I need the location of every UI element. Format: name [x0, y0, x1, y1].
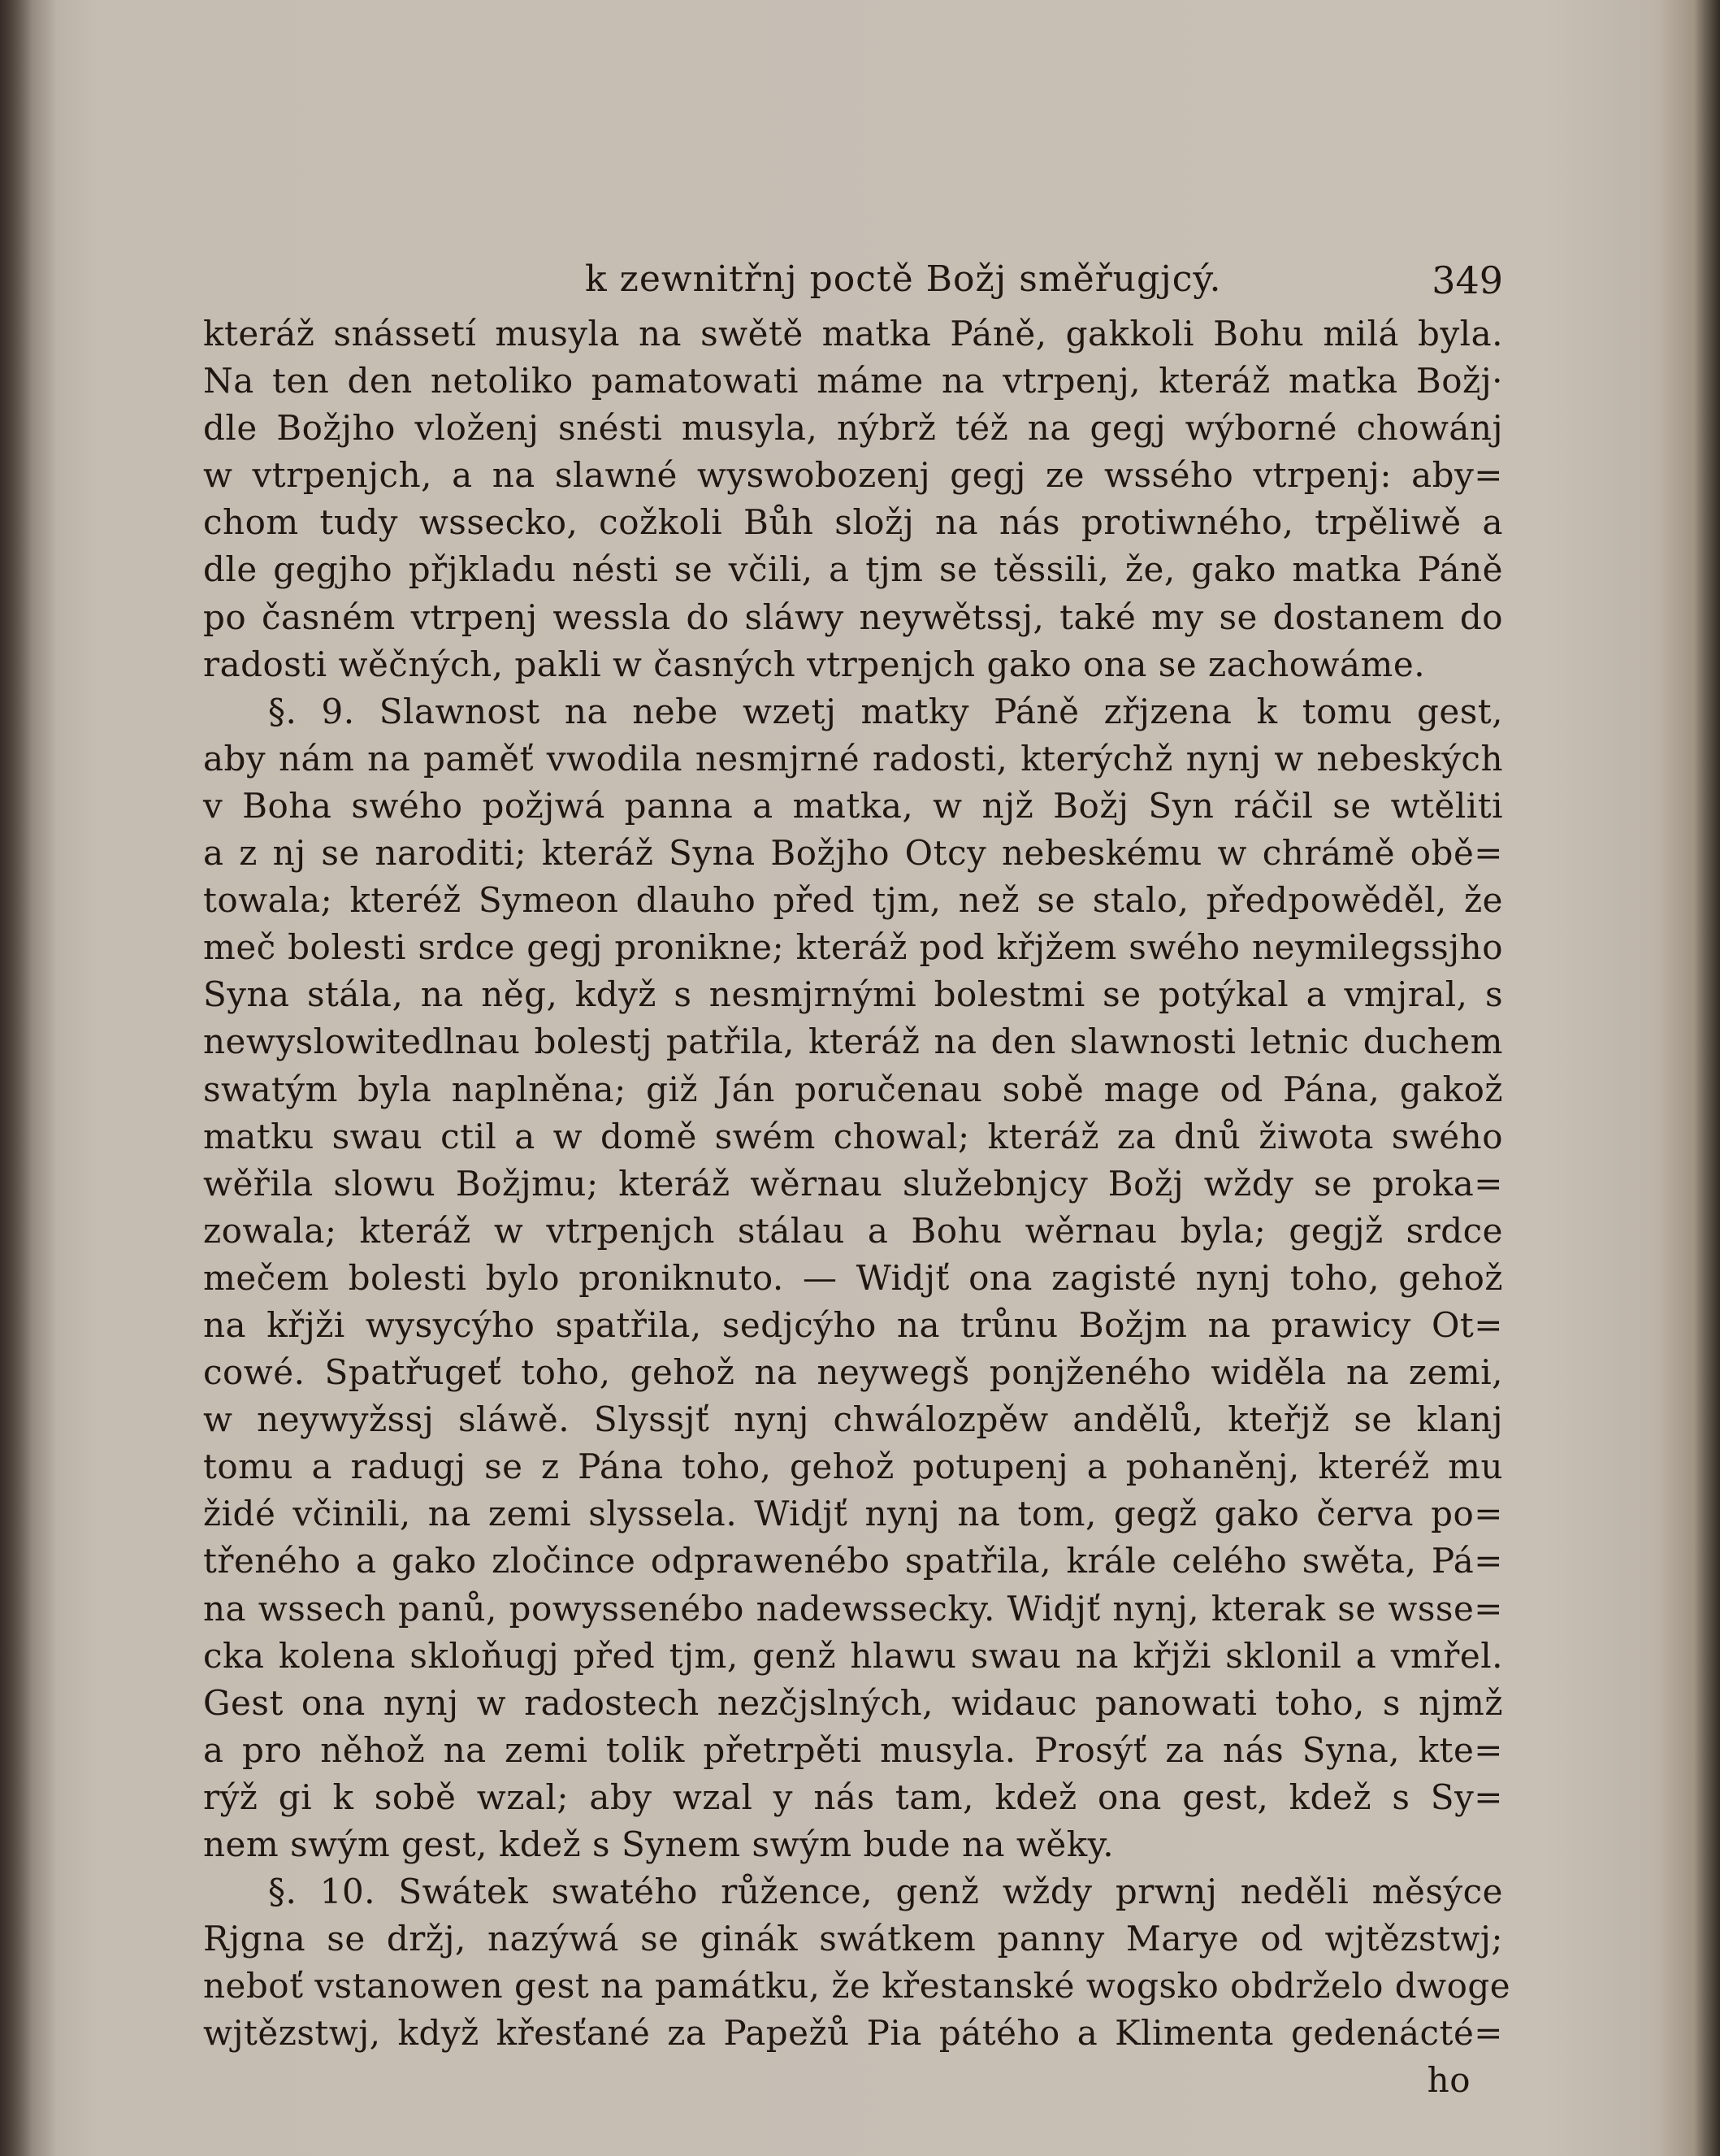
- text-line: w vtrpenjch, a na slawné wyswobozenj gegj ze wssého vtrpenj: aby=: [203, 455, 1503, 496]
- binding-gutter: [0, 0, 57, 2156]
- text-line: mečem bolesti bylo proniknuto. — Widjť ona zagisté nynj toho, gehož: [203, 1257, 1503, 1298]
- text-line: a z nj se naroditi; kteráž Syna Božjho Otcy nebeskému w chrámě obě=: [203, 833, 1503, 874]
- text-line: rýž gi k sobě wzal; aby wzal y nás tam, kdež ona gest, kdež s Sy=: [203, 1776, 1503, 1817]
- text-line: zowala; kteráž w vtrpenjch stálau a Bohu wěrnau byla; gegjž srdce: [203, 1210, 1503, 1251]
- text-line: wěřila slowu Božjmu; kteráž wěrnau služebnjcy Božj wždy se proka=: [203, 1163, 1503, 1204]
- text-line: swatým byla naplněna; giž Ján poručenau sobě mage od Pána, gakož: [203, 1069, 1503, 1109]
- text-line: cka kolena skloňugj před tjm, genž hlawu swau na křjži sklonil a vmřel.: [203, 1635, 1503, 1676]
- text-line: meč bolesti srdce gegj pronikne; kteráž pod křjžem swého neymilegssjho: [203, 927, 1503, 968]
- page-edge: [1694, 0, 1720, 2156]
- page-number: 349: [1432, 258, 1503, 302]
- text-line: třeného a gako zločince odprawenébo spatřila, krále celého swěta, Pá=: [203, 1541, 1503, 1581]
- running-title: k zewnitřnj poctě Božj směřugjcý.: [585, 258, 1222, 300]
- text-line: nem swým gest, kdež s Synem swým bude na wěky.: [203, 1824, 1115, 1864]
- text-line: Rjgna se držj, nazýwá se ginák swátkem panny Marye od wjtězstwj;: [203, 1919, 1503, 1959]
- text-line: matku swau ctil a w domě swém chowal; kteráž za dnů žiwota swého: [203, 1116, 1503, 1156]
- section-9-start: §. 9. Slawnost na nebe wzetj matky Páně zřjzena k tomu gest,: [268, 691, 1503, 731]
- text-line: v Boha swého požjwá panna a matka, w njž Božj Syn ráčil se wtěliti: [203, 785, 1503, 826]
- text-line: a pro něhož na zemi tolik přetrpěti musyla. Prosýť za nás Syna, kte=: [203, 1729, 1503, 1770]
- text-line: dle gegjho přjkladu nésti se včili, a tjm se těssili, že, gako matka Páně: [203, 549, 1503, 590]
- text-line: po časném vtrpenj wessla do sláwy neywětssj, také my se dostanem do: [203, 596, 1503, 637]
- text-line: Syna stála, na něg, když s nesmjrnými bolestmi se potýkal a vmjral, s: [203, 974, 1503, 1015]
- text-line: Na ten den netoliko pamatowati máme na vtrpenj, kteráž matka Božj·: [203, 361, 1503, 401]
- text-line: wjtězstwj, když křesťané za Papežů Pia pátého a Klimenta gedenácté=: [203, 2013, 1503, 2054]
- catchword: ho: [1427, 2060, 1471, 2101]
- text-line: radosti wěčných, pakli w časných vtrpenjch gako ona se zachowáme.: [203, 644, 1426, 684]
- text-line: tomu a radugj se z Pána toho, gehož potupenj a pohaněnj, kteréž mu: [203, 1447, 1503, 1487]
- text-line: dle Božjho vloženj snésti musyla, nýbrž též na gegj wýborné chowánj: [203, 408, 1503, 449]
- body-text: [203, 310, 1511, 2105]
- text-line: cowé. Spatřugeť toho, gehož na neywegš ponjženého widěla na zemi,: [203, 1352, 1503, 1393]
- text-line: neboť vstanowen gest na památku, že křestanské wogsko obdrželo dwoge: [203, 1966, 1511, 2006]
- section-10-start: §. 10. Swátek swatého růžence, genž wždy prwnj neděli měsýce: [268, 1872, 1503, 1912]
- text-line: towala; kteréž Symeon dlauho před tjm, než se stalo, předpowěděl, že: [203, 880, 1503, 921]
- text-line: židé včinili, na zemi slyssela. Widjť nynj na tom, gegž gako červa po=: [203, 1494, 1503, 1534]
- text-line: kteráž snássetí musyla na swětě matka Páně, gakkoli Bohu milá byla.: [203, 314, 1503, 354]
- text-line: w neywyžssj sláwě. Slyssjť nynj chwálozpěw andělů, kteřjž se klanj: [203, 1399, 1503, 1440]
- text-line: Gest ona nynj w radostech nezčjslných, widauc panowati toho, s njmž: [203, 1682, 1503, 1723]
- book-page: [203, 244, 1511, 2105]
- text-line: na křjži wysycýho spatřila, sedjcýho na trůnu Božjm na prawicy Ot=: [203, 1304, 1503, 1345]
- text-line: aby nám na paměť vwodila nesmjrné radosti, kterýchž nynj w nebeských: [203, 738, 1503, 779]
- text-line: chom tudy wssecko, cožkoli Bůh složj na nás protiwného, trpěliwě a: [203, 502, 1503, 543]
- text-line: na wssech panů, powyssenébo nadewssecky. Widjť nynj, kterak se wsse=: [203, 1588, 1503, 1629]
- page-header: [203, 244, 1503, 309]
- text-line: newyslowitedlnau bolestj patřila, kteráž na den slawnosti letnic duchem: [203, 1022, 1503, 1062]
